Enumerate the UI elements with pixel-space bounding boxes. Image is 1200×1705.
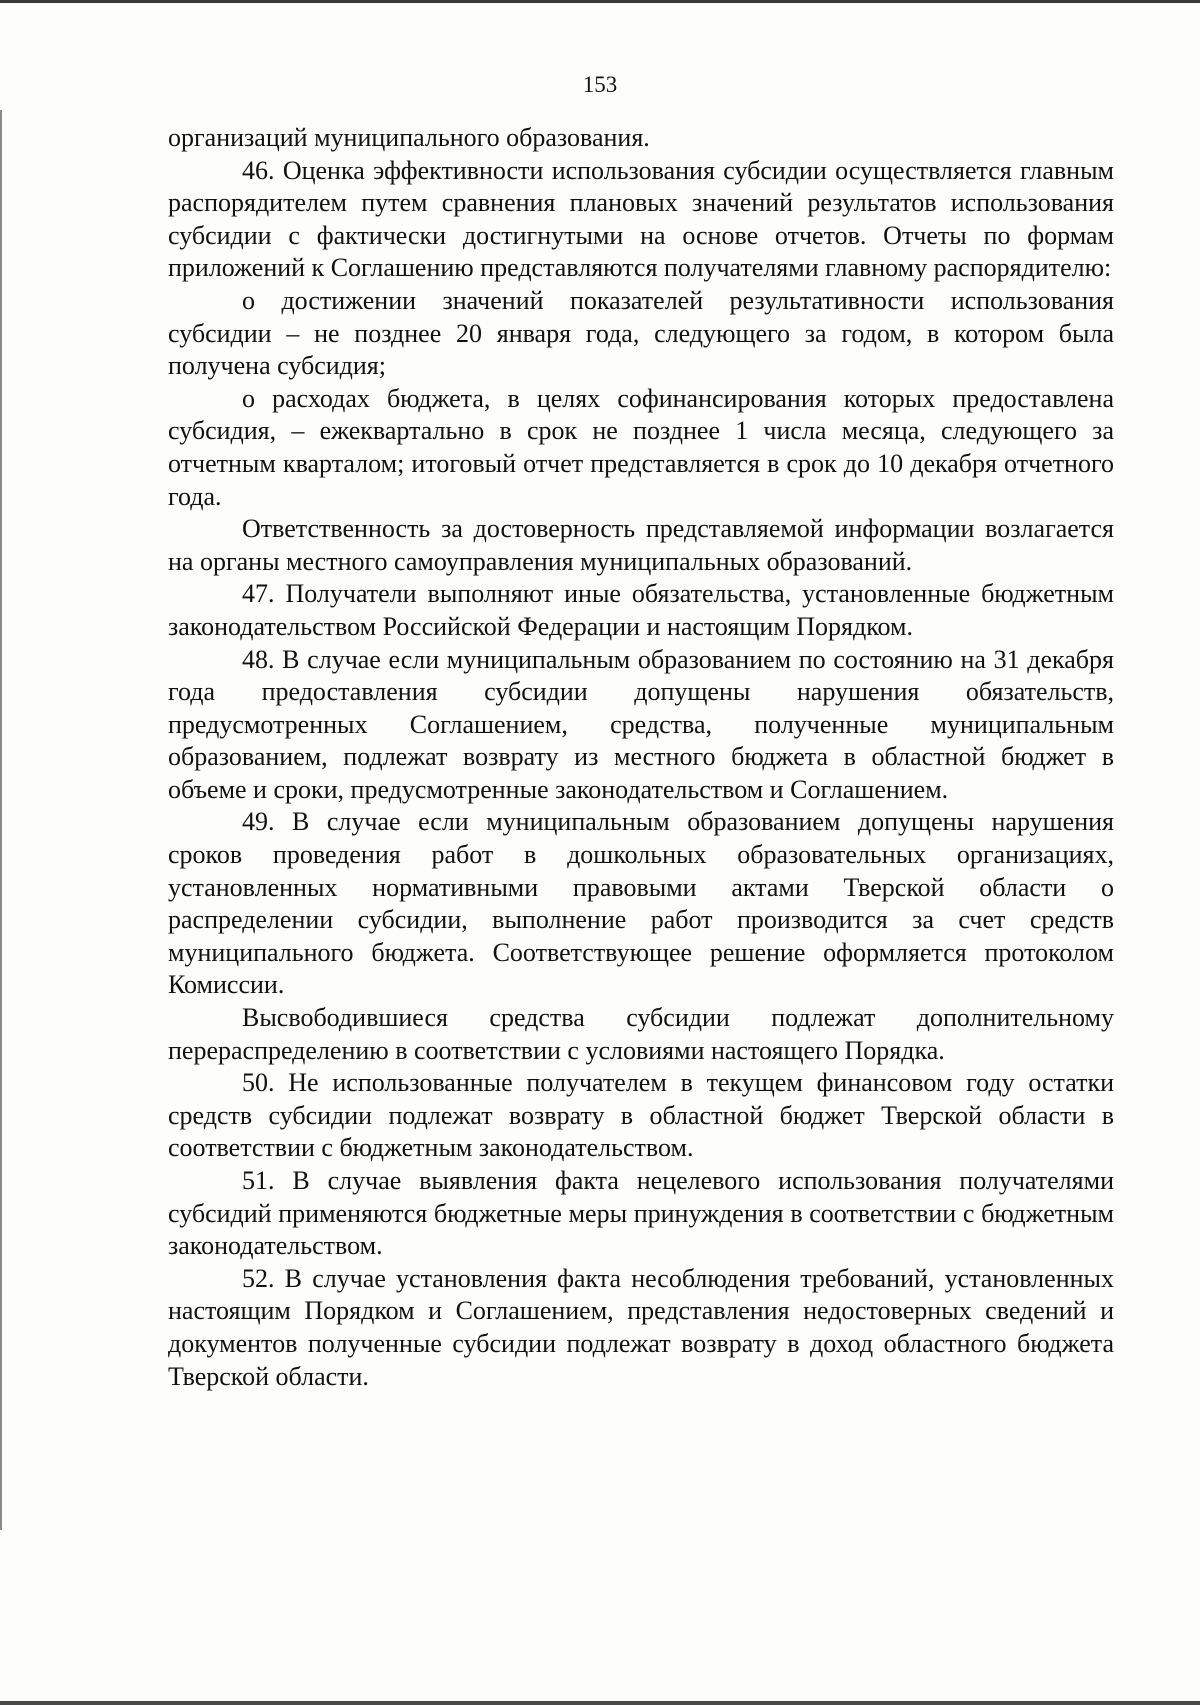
paragraph-49: 49. В случае если муниципальным образованием допущены нарушения сроков проведения работ в дошкольных образовательных организациях, установленных нормативными правовыми актами Тверской области о распределении субсидии, выполнение работ производится за счет средств муниципального бюджета. Соответствующее решение оформляется протоколом Комиссии. xyxy=(168,807,1114,1000)
page-number: 153 xyxy=(582,72,618,97)
paragraph-46-indicators: о достижении значений показателей результативности использования субсидии – не позднее 20 января года, следующего за годом, в котором была получена субсидия; xyxy=(168,285,1114,381)
paragraph-46: 46. Оценка эффективности использования субсидии осуществляется главным распорядителем путем сравнения плановых значений результатов использования субсидии с фактически достигнутыми на основе отчетов. Отчеты по формам приложений к Соглашению представляются получателями главному распорядителю: xyxy=(168,155,1114,283)
paragraph-47: 47. Получатели выполняют иные обязательства, установленные бюджетным законодательством Российской Федерации и настоящим Порядком. xyxy=(168,579,1114,641)
scan-edge-left xyxy=(0,110,2,1530)
paragraph-responsibility: Ответственность за достоверность представляемой информации возлагается на органы местного самоуправления муниципальных образований. xyxy=(168,514,1114,576)
paragraph-50: 50. Не использованные получателем в текущем финансовом году остатки средств субсидии подлежат возврату в областной бюджет Тверской области в соответствии с бюджетным законодательством. xyxy=(168,1068,1114,1163)
paragraph-52: 52. В случае установления факта несоблюдения требований, установленных настоящим Порядком и Соглашением, представления недостоверных сведений и документов полученные субсидии подлежат возврату в доход областного бюджета Тверской области. xyxy=(168,1263,1114,1391)
scan-edge-bottom xyxy=(0,1701,1200,1705)
paragraph-continuation: организаций муниципального образования. xyxy=(168,123,650,152)
paragraph-46-expenses: о расходах бюджета, в целях софинансирования которых предоставлена субсидия, – ежеквартально в срок не позднее 1 числа месяца, следующего за отчетным кварталом; итоговый отчет представляется в срок до 10 декабря отчетного года. xyxy=(168,383,1114,511)
paragraph-49-redistribution: Высвободившиеся средства субсидии подлежат дополнительному перераспределению в соответствии с условиями настоящего Порядка. xyxy=(168,1003,1114,1065)
paragraph-51: 51. В случае выявления факта нецелевого использования получателями субсидий применяются бюджетные меры принуждения в соответствии с бюджетным законодательством. xyxy=(168,1166,1114,1261)
scan-edge-top xyxy=(0,0,1200,3)
paragraph-48: 48. В случае если муниципальным образованием по состоянию на 31 декабря года предоставления субсидии допущены нарушения обязательств, предусмотренных Соглашением, средства, полученные муниципальным образованием, подлежат возврату из местного бюджета в областной бюджет в объеме и сроки, предусмотренные законодательством и Соглашением. xyxy=(168,644,1114,804)
document-body xyxy=(168,122,1114,1393)
